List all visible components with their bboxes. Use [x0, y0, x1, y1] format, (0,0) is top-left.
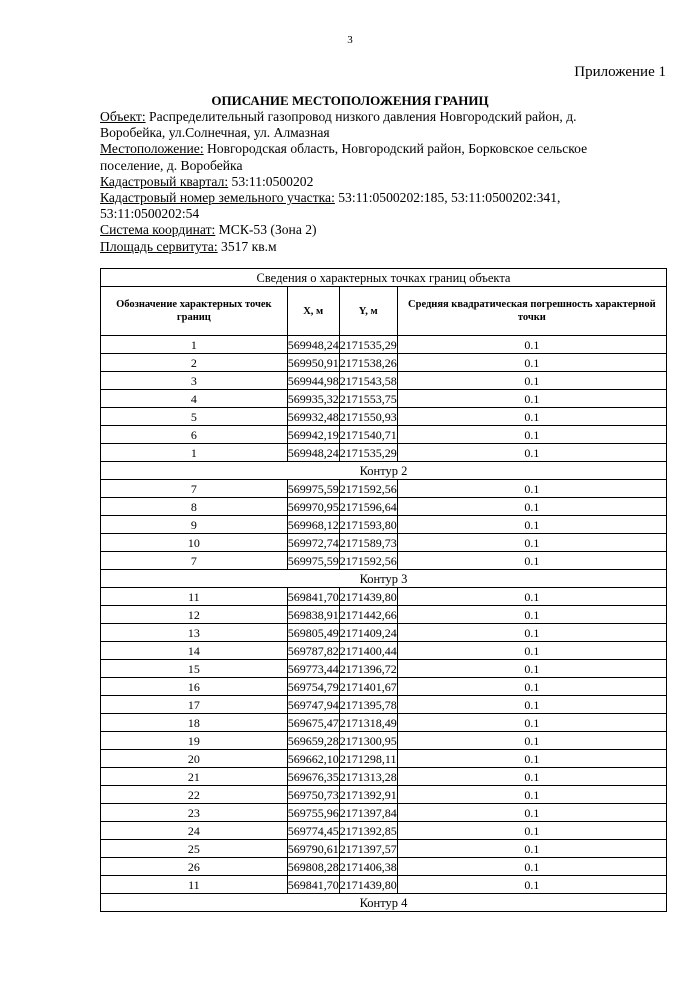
x-coord-cell: 569970,95 [287, 499, 339, 514]
point-id-cell: 7 [101, 480, 288, 498]
x-coord-cell: 569968,12 [287, 517, 339, 532]
y-coord-cell: 2171596,64 [339, 499, 397, 514]
contour-label: Контур 4 [101, 894, 667, 912]
location-label: Местоположение: [100, 141, 204, 157]
point-id-cell: 5 [101, 408, 288, 426]
x-coord-cell: 569755,96 [287, 805, 339, 820]
point-id-cell: 18 [101, 714, 288, 732]
point-id-cell: 1 [101, 444, 288, 462]
parcel-value: 53:11:0500202:185, 53:11:0500202:341, [334, 190, 561, 206]
area-value: 3517 кв.м [217, 238, 277, 254]
point-id-cell: 15 [101, 660, 288, 678]
table-row [101, 588, 667, 606]
point-id-cell: 2 [101, 354, 288, 372]
contour-label: Контур 2 [101, 462, 667, 480]
error-cell: 0.1 [397, 768, 666, 786]
error-cell: 0.1 [397, 534, 666, 552]
location-value: Новгородская область, Новгородский район, Борковское сельское [203, 141, 588, 157]
y-coord-cell: 2171406,38 [339, 859, 397, 874]
table-row [101, 732, 667, 750]
x-coord-cell: 569932,48 [287, 409, 339, 424]
error-cell: 0.1 [397, 426, 666, 444]
point-id-cell: 4 [101, 390, 288, 408]
table-row [101, 660, 667, 678]
y-coord-cell: 2171535,29 [339, 337, 397, 352]
x-coord-cell: 569972,74 [287, 535, 339, 550]
table-row [101, 786, 667, 804]
appendix-label: Приложение 1 [574, 64, 666, 80]
y-coord-cell: 2171397,84 [339, 805, 397, 820]
point-id-cell: 3 [101, 372, 288, 390]
object-line-1 [100, 109, 620, 125]
y-coord-cell: 2171392,85 [339, 823, 397, 838]
y-coord-cell: 2171392,91 [339, 787, 397, 802]
point-id-cell: 25 [101, 840, 288, 858]
table-row [101, 768, 667, 786]
document-title: ОПИСАНИЕ МЕСТОПОЛОЖЕНИЯ ГРАНИЦ [211, 93, 489, 108]
parcel-label: Кадастровый номер земельного участка: [100, 190, 335, 206]
y-coord-cell: 2171589,73 [339, 535, 397, 550]
x-coord-cell: 569750,73 [287, 787, 339, 802]
crs-value: МСК-53 (Зона 2) [215, 222, 317, 238]
error-cell: 0.1 [397, 624, 666, 642]
y-coord-cell: 2171313,28 [339, 769, 397, 784]
point-id-cell: 16 [101, 678, 288, 696]
x-coord-cell: 569747,94 [287, 697, 339, 712]
point-id-cell: 21 [101, 768, 288, 786]
area-line [100, 239, 620, 255]
point-id-cell: 9 [101, 516, 288, 534]
error-cell: 0.1 [397, 588, 666, 606]
y-coord-cell: 2171593,80 [339, 517, 397, 532]
x-coord-cell: 569948,24 [287, 337, 339, 352]
point-id-cell: 11 [101, 876, 288, 894]
y-coord-cell: 2171439,80 [339, 589, 397, 604]
header-point: Обозначение характерных точек границ [101, 287, 288, 336]
table-row [101, 840, 667, 858]
x-coord-cell: 569773,44 [287, 661, 339, 676]
header-x: X, м [287, 287, 339, 336]
point-id-cell: 1 [101, 336, 288, 354]
error-cell: 0.1 [397, 552, 666, 570]
x-coord-cell: 569944,98 [287, 373, 339, 388]
x-coord-cell: 569774,45 [287, 823, 339, 838]
point-id-cell: 8 [101, 498, 288, 516]
point-id-cell: 11 [101, 588, 288, 606]
point-id-cell: 6 [101, 426, 288, 444]
y-coord-cell: 2171298,11 [339, 751, 397, 766]
error-cell: 0.1 [397, 714, 666, 732]
location-line-1 [100, 141, 620, 157]
x-coord-cell: 569805,49 [287, 625, 339, 640]
table-caption-row [101, 269, 667, 287]
error-cell: 0.1 [397, 408, 666, 426]
y-coord-cell: 2171400,44 [339, 643, 397, 658]
boundary-points-table [100, 268, 667, 912]
point-id-cell: 24 [101, 822, 288, 840]
error-cell: 0.1 [397, 696, 666, 714]
point-id-cell: 7 [101, 552, 288, 570]
x-coord-cell: 569935,32 [287, 391, 339, 406]
point-id-cell: 13 [101, 624, 288, 642]
x-coord-cell: 569662,10 [287, 751, 339, 766]
table-row [101, 336, 667, 354]
y-coord-cell: 2171550,93 [339, 409, 397, 424]
table-row [101, 804, 667, 822]
header-error: Средняя квадратическая погрешность характерной точки [397, 287, 666, 336]
table-row [101, 408, 667, 426]
y-coord-cell: 2171538,26 [339, 355, 397, 370]
object-label: Объект: [100, 109, 146, 124]
y-coord-cell: 2171397,57 [339, 841, 397, 856]
error-cell: 0.1 [397, 786, 666, 804]
error-cell: 0.1 [397, 750, 666, 768]
error-cell: 0.1 [397, 732, 666, 750]
table-row [101, 750, 667, 768]
x-coord-cell: 569659,28 [287, 733, 339, 748]
table-row [101, 624, 667, 642]
y-coord-cell: 2171409,24 [339, 625, 397, 640]
x-coord-cell: 569841,70 [287, 877, 339, 892]
table-row [101, 534, 667, 552]
error-cell: 0.1 [397, 822, 666, 840]
x-coord-cell: 569754,79 [287, 679, 339, 694]
x-coord-cell: 569950,91 [287, 355, 339, 370]
y-coord-cell: 2171535,29 [339, 445, 397, 460]
error-cell: 0.1 [397, 660, 666, 678]
error-cell: 0.1 [397, 480, 666, 498]
table-row [101, 480, 667, 498]
location-line-2: поселение, д. Воробейка [100, 157, 243, 173]
object-value: Распределительный газопровод низкого давления Новгородский район, д. [145, 109, 577, 124]
point-id-cell: 14 [101, 642, 288, 660]
x-coord-cell: 569948,24 [287, 445, 339, 460]
error-cell: 0.1 [397, 642, 666, 660]
point-id-cell: 10 [101, 534, 288, 552]
error-cell: 0.1 [397, 840, 666, 858]
table-row [101, 372, 667, 390]
x-coord-cell: 569787,82 [287, 643, 339, 658]
table-row [101, 714, 667, 732]
object-line-2: Воробейка, ул.Солнечная, ул. Алмазная [100, 125, 330, 141]
page-number: 3 [347, 34, 353, 46]
table-row [101, 516, 667, 534]
table-row [101, 444, 667, 462]
error-cell: 0.1 [397, 498, 666, 516]
x-coord-cell: 569838,91 [287, 607, 339, 622]
x-coord-cell: 569675,47 [287, 715, 339, 730]
table-row [101, 858, 667, 876]
x-coord-cell: 569808,28 [287, 859, 339, 874]
contour-label: Контур 3 [101, 570, 667, 588]
quarter-value: 53:11:0500202 [228, 173, 314, 189]
contour-label-row [101, 894, 667, 912]
contour-label-row [101, 462, 667, 480]
x-coord-cell: 569975,59 [287, 481, 339, 496]
parcel-line-2: 53:11:0500202:54 [100, 206, 200, 222]
y-coord-cell: 2171592,56 [339, 553, 397, 568]
table-row [101, 642, 667, 660]
quarter-label: Кадастровый квартал: [100, 173, 229, 189]
table-row [101, 876, 667, 894]
y-coord-cell: 2171300,95 [339, 733, 397, 748]
table-row [101, 696, 667, 714]
error-cell: 0.1 [397, 354, 666, 372]
point-id-cell: 17 [101, 696, 288, 714]
error-cell: 0.1 [397, 336, 666, 354]
error-cell: 0.1 [397, 516, 666, 534]
table-row [101, 498, 667, 516]
table-header-row [101, 287, 667, 336]
table-row [101, 678, 667, 696]
table-row [101, 552, 667, 570]
error-cell: 0.1 [397, 606, 666, 624]
error-cell: 0.1 [397, 390, 666, 408]
table-row [101, 390, 667, 408]
point-id-cell: 26 [101, 858, 288, 876]
y-coord-cell: 2171318,49 [339, 715, 397, 730]
point-id-cell: 12 [101, 606, 288, 624]
area-label: Площадь сервитута: [100, 238, 218, 254]
y-coord-cell: 2171543,58 [339, 373, 397, 388]
error-cell: 0.1 [397, 678, 666, 696]
y-coord-cell: 2171396,72 [339, 661, 397, 676]
error-cell: 0.1 [397, 876, 666, 894]
y-coord-cell: 2171442,66 [339, 607, 397, 622]
point-id-cell: 23 [101, 804, 288, 822]
table-row [101, 426, 667, 444]
y-coord-cell: 2171439,80 [339, 877, 397, 892]
x-coord-cell: 569790,61 [287, 841, 339, 856]
header-y: Y, м [339, 287, 397, 336]
crs-line [100, 222, 620, 238]
y-coord-cell: 2171592,56 [339, 481, 397, 496]
table-caption: Сведения о характерных точках границ объекта [101, 269, 667, 287]
crs-label: Система координат: [100, 222, 216, 238]
error-cell: 0.1 [397, 372, 666, 390]
x-coord-cell: 569676,35 [287, 769, 339, 784]
parcel-line-1 [100, 190, 620, 206]
table-row [101, 822, 667, 840]
table-row [101, 354, 667, 372]
table-row [101, 606, 667, 624]
object-info [100, 109, 620, 255]
point-id-cell: 19 [101, 732, 288, 750]
error-cell: 0.1 [397, 858, 666, 876]
y-coord-cell: 2171553,75 [339, 391, 397, 406]
x-coord-cell: 569841,70 [287, 589, 339, 604]
error-cell: 0.1 [397, 444, 666, 462]
quarter-line [100, 174, 620, 190]
point-id-cell: 22 [101, 786, 288, 804]
y-coord-cell: 2171395,78 [339, 697, 397, 712]
contour-label-row [101, 570, 667, 588]
error-cell: 0.1 [397, 804, 666, 822]
y-coord-cell: 2171401,67 [339, 679, 397, 694]
x-coord-cell: 569942,19 [287, 427, 339, 442]
y-coord-cell: 2171540,71 [339, 427, 397, 442]
point-id-cell: 20 [101, 750, 288, 768]
x-coord-cell: 569975,59 [287, 553, 339, 568]
